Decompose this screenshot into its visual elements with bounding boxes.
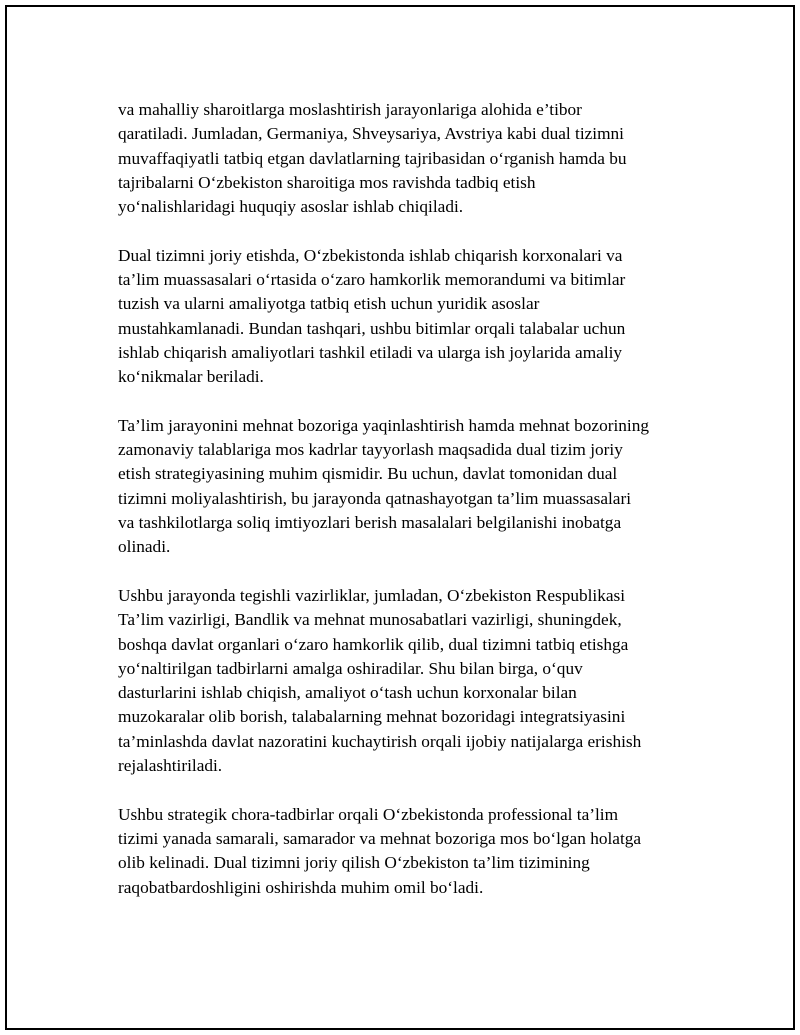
text-line: tuzish va ularni amaliyotga tatbiq etish uchun yuridik asoslar [118, 294, 540, 314]
text-line: ishlab chiqarish amaliyotlari tashkil etiladi va ularga ish joylarida amaliy [118, 342, 623, 362]
text-line: etish strategiyasining muhim qismidir. Bu uchun, davlat tomonidan dual [118, 464, 618, 484]
text-line: rejalashtiriladi. [118, 756, 223, 776]
text-line: tizimi yanada samarali, samarador va mehnat bozoriga mos bo‘lgan holatga [118, 828, 642, 848]
text-line: olinadi. [118, 537, 171, 557]
text-line: dasturlarini ishlab chiqish, amaliyot o‘tash uchun korxonalar bilan [118, 683, 577, 703]
paragraph-4 [118, 584, 708, 778]
text-line: ta’lim muassasalari o‘rtasida o‘zaro hamkorlik memorandumi va bitimlar [118, 270, 626, 290]
paragraph-2 [118, 244, 708, 390]
text-line: muvaffaqiyatli tatbiq etgan davlatlarning tajribasidan o‘rganish hamda bu [118, 148, 627, 168]
text-line: muzokaralar olib borish, talabalarning mehnat bozoridagi integratsiyasini [118, 707, 626, 727]
text-line: tajribalarni O‘zbekiston sharoitiga mos ravishda tadbiq etish [118, 172, 536, 192]
text-line: Ta’lim jarayonini mehnat bozoriga yaqinlashtirish hamda mehnat bozorining [118, 415, 650, 435]
text-line: Ta’lim vazirligi, Bandlik va mehnat munosabatlari vazirligi, shuningdek, [118, 610, 622, 630]
text-line: raqobatbardoshligini oshirishda muhim omil bo‘ladi. [118, 877, 484, 897]
text-line: va tashkilotlarga soliq imtiyozlari berish masalalari belgilanishi inobatga [118, 513, 622, 533]
text-line: tizimni moliyalashtirish, bu jarayonda qatnashayotgan ta’lim muassasalari [118, 488, 632, 508]
text-line: Dual tizimni joriy etishda, O‘zbekistonda ishlab chiqarish korxonalari va [118, 245, 623, 265]
text-line: ko‘nikmalar beriladi. [118, 367, 264, 387]
document-page [5, 5, 795, 1030]
text-line: Ushbu jarayonda tegishli vazirliklar, jumladan, O‘zbekiston Respublikasi [118, 585, 626, 605]
text-line: yo‘nalishlaridagi huquqiy asoslar ishlab chiqiladi. [118, 197, 464, 217]
paragraph-1 [118, 98, 708, 219]
paragraph-5 [118, 803, 708, 900]
text-line: qaratiladi. Jumladan, Germaniya, Shveysariya, Avstriya kabi dual tizimni [118, 124, 624, 144]
document-body [118, 98, 708, 924]
paragraph-3 [118, 414, 708, 560]
text-line: olib kelinadi. Dual tizimni joriy qilish O‘zbekiston ta’lim tizimining [118, 853, 590, 873]
text-line: boshqa davlat organlari o‘zaro hamkorlik qilib, dual tizimni tatbiq etishga [118, 634, 629, 654]
text-line: va mahalliy sharoitlarga moslashtirish jarayonlariga alohida e’tibor [118, 100, 582, 119]
text-line: Ushbu strategik chora-tadbirlar orqali O‘zbekistonda professional ta’lim [118, 804, 619, 824]
text-line: ta’minlashda davlat nazoratini kuchaytirish orqali ijobiy natijalarga erishish [118, 731, 642, 751]
text-line: zamonaviy talablariga mos kadrlar tayyorlash maqsadida dual tizim joriy [118, 440, 623, 460]
text-line: yo‘naltirilgan tadbirlarni amalga oshiradilar. Shu bilan birga, o‘quv [118, 658, 583, 678]
text-line: mustahkamlanadi. Bundan tashqari, ushbu bitimlar orqali talabalar uchun [118, 318, 626, 338]
